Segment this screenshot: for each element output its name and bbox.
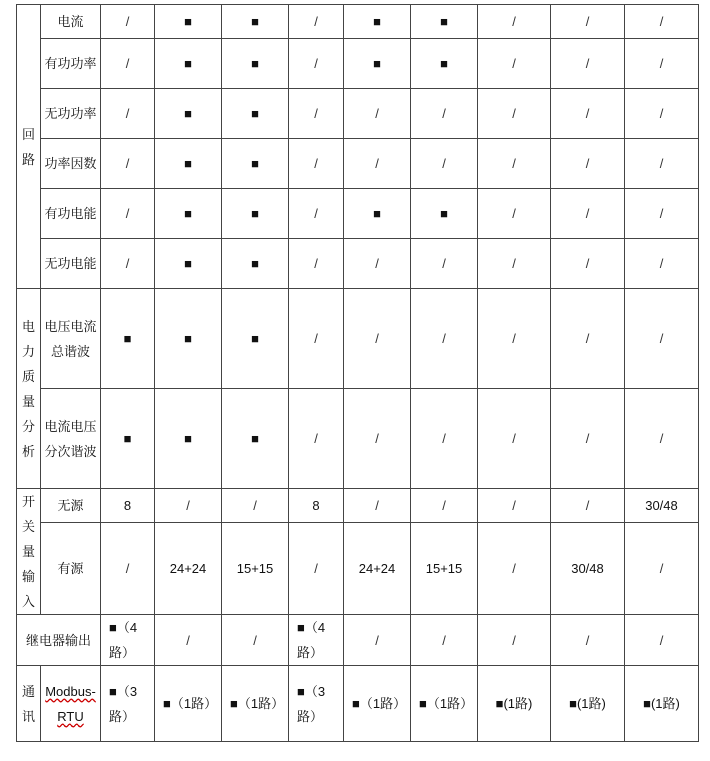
value-cell bbox=[101, 289, 155, 389]
cell-text: ■（1路） bbox=[230, 696, 285, 711]
value-cell bbox=[155, 89, 222, 139]
value-cell bbox=[344, 139, 411, 189]
value-cell bbox=[411, 89, 478, 139]
value-cell bbox=[411, 39, 478, 89]
cell-text: / bbox=[375, 431, 379, 446]
value-cell bbox=[625, 139, 699, 189]
category-power-quality bbox=[17, 289, 41, 489]
value-cell bbox=[478, 139, 551, 189]
cell-text: / bbox=[585, 256, 590, 271]
category-loop bbox=[17, 5, 41, 289]
cell-text: / bbox=[585, 156, 590, 171]
value-cell bbox=[478, 489, 551, 523]
value-cell bbox=[411, 239, 478, 289]
cell-text: ■ bbox=[251, 56, 259, 71]
value-cell bbox=[411, 139, 478, 189]
cell-text: / bbox=[125, 561, 130, 576]
value-cell bbox=[222, 5, 289, 39]
row-label bbox=[41, 523, 101, 615]
value-cell bbox=[478, 389, 551, 489]
value-cell bbox=[155, 389, 222, 489]
value-cell bbox=[289, 89, 344, 139]
value-cell bbox=[155, 189, 222, 239]
cell-text: 电压电流总谐波 bbox=[44, 318, 97, 359]
cell-text: / bbox=[512, 14, 516, 29]
cell-text: 8 bbox=[312, 498, 320, 513]
value-cell bbox=[411, 615, 478, 666]
cell-text: ■（1路） bbox=[352, 696, 407, 711]
table-row bbox=[17, 666, 699, 742]
cell-text: ■ bbox=[373, 14, 381, 29]
cell-text: / bbox=[659, 14, 664, 29]
cell-text: / bbox=[186, 632, 190, 648]
cell-text: / bbox=[442, 106, 446, 121]
cell-text: ■（3路） bbox=[109, 683, 138, 724]
row-label bbox=[41, 139, 101, 189]
table-row bbox=[17, 239, 699, 289]
value-cell bbox=[625, 89, 699, 139]
cell-text: 24+24 bbox=[358, 561, 396, 576]
table-row bbox=[17, 39, 699, 89]
value-cell bbox=[478, 239, 551, 289]
value-cell bbox=[625, 239, 699, 289]
value-cell bbox=[155, 139, 222, 189]
cell-text: / bbox=[253, 632, 257, 648]
value-cell bbox=[222, 89, 289, 139]
value-cell bbox=[625, 39, 699, 89]
value-cell bbox=[155, 289, 222, 389]
cell-text: ■ bbox=[184, 56, 192, 71]
value-cell bbox=[222, 139, 289, 189]
cell-text: / bbox=[512, 561, 516, 576]
table-row bbox=[17, 489, 699, 523]
cell-text: / bbox=[585, 331, 590, 346]
cell-text: / bbox=[314, 256, 318, 271]
value-cell bbox=[344, 289, 411, 389]
value-cell bbox=[155, 523, 222, 615]
table-row bbox=[17, 5, 699, 39]
cell-text: / bbox=[512, 632, 516, 648]
value-cell bbox=[289, 5, 344, 39]
value-cell bbox=[155, 39, 222, 89]
value-cell bbox=[222, 523, 289, 615]
value-cell bbox=[222, 489, 289, 523]
cell-text: / bbox=[585, 632, 590, 648]
cell-text: / bbox=[125, 206, 130, 221]
cell-text: / bbox=[512, 106, 516, 121]
cell-text: / bbox=[314, 331, 318, 346]
cell-text: / bbox=[442, 256, 446, 271]
value-cell bbox=[344, 5, 411, 39]
cell-text: / bbox=[659, 331, 664, 346]
value-cell bbox=[411, 289, 478, 389]
cell-text: Modbus-RTU bbox=[45, 683, 96, 724]
value-cell bbox=[625, 489, 699, 523]
value-cell bbox=[344, 89, 411, 139]
cell-text: ■ bbox=[184, 106, 192, 121]
value-cell bbox=[551, 523, 625, 615]
value-cell bbox=[551, 389, 625, 489]
value-cell bbox=[101, 139, 155, 189]
cell-text: 30/48 bbox=[645, 498, 678, 513]
value-cell bbox=[411, 523, 478, 615]
value-cell bbox=[551, 89, 625, 139]
cell-text: ■ bbox=[184, 256, 192, 271]
value-cell bbox=[411, 489, 478, 523]
cell-text: 有源 bbox=[57, 561, 84, 576]
value-cell bbox=[344, 615, 411, 666]
cell-text: / bbox=[125, 56, 130, 71]
value-cell bbox=[289, 39, 344, 89]
cell-text: ■ bbox=[123, 431, 132, 446]
cell-text: ■ bbox=[123, 331, 132, 346]
cell-text: / bbox=[314, 14, 318, 29]
cell-text: / bbox=[375, 156, 379, 171]
cell-text: 功率因数 bbox=[44, 156, 97, 171]
value-cell bbox=[222, 666, 289, 742]
value-cell bbox=[411, 189, 478, 239]
cell-text: / bbox=[442, 156, 446, 171]
cell-text: 电力质量分析 bbox=[22, 318, 36, 459]
category-switch-input bbox=[17, 489, 41, 615]
cell-text: ■（1路） bbox=[163, 696, 218, 711]
cell-text: / bbox=[125, 106, 130, 121]
cell-text: 开关量输入 bbox=[22, 494, 36, 609]
value-cell bbox=[101, 5, 155, 39]
cell-text: / bbox=[442, 331, 446, 346]
cell-text: / bbox=[125, 156, 130, 171]
cell-text: / bbox=[585, 498, 590, 513]
value-cell bbox=[344, 523, 411, 615]
value-cell bbox=[625, 389, 699, 489]
cell-text: 继电器输出 bbox=[25, 632, 91, 648]
value-cell bbox=[344, 189, 411, 239]
value-cell bbox=[222, 289, 289, 389]
cell-text: ■ bbox=[440, 206, 448, 221]
value-cell bbox=[625, 289, 699, 389]
cell-text: ■(1路) bbox=[495, 696, 533, 711]
value-cell bbox=[155, 615, 222, 666]
row-label bbox=[41, 5, 101, 39]
value-cell bbox=[551, 5, 625, 39]
cell-text: / bbox=[186, 498, 190, 513]
cell-text: 通讯 bbox=[22, 683, 36, 724]
value-cell bbox=[625, 189, 699, 239]
value-cell bbox=[411, 666, 478, 742]
value-cell bbox=[551, 239, 625, 289]
row-label bbox=[41, 289, 101, 389]
cell-text: / bbox=[442, 431, 446, 446]
cell-text: / bbox=[125, 256, 130, 271]
row-label bbox=[41, 89, 101, 139]
cell-text: / bbox=[314, 56, 318, 71]
cell-text: / bbox=[314, 561, 318, 576]
cell-text: 电流 bbox=[57, 14, 84, 29]
cell-text: / bbox=[659, 56, 664, 71]
cell-text: / bbox=[375, 498, 379, 513]
value-cell bbox=[289, 289, 344, 389]
value-cell bbox=[344, 666, 411, 742]
cell-text: / bbox=[585, 106, 590, 121]
row-label bbox=[41, 489, 101, 523]
value-cell bbox=[478, 89, 551, 139]
value-cell bbox=[344, 39, 411, 89]
value-cell bbox=[551, 289, 625, 389]
cell-text: / bbox=[585, 14, 590, 29]
cell-text: ■ bbox=[440, 56, 448, 71]
cell-text: ■ bbox=[251, 431, 259, 446]
value-cell bbox=[551, 666, 625, 742]
value-cell bbox=[625, 666, 699, 742]
cell-text: ■ bbox=[251, 14, 259, 29]
value-cell bbox=[551, 39, 625, 89]
value-cell bbox=[101, 89, 155, 139]
cell-text: / bbox=[659, 156, 664, 171]
value-cell bbox=[289, 615, 344, 666]
cell-text: / bbox=[659, 431, 664, 446]
category-comm bbox=[17, 666, 41, 742]
cell-text: 24+24 bbox=[169, 561, 207, 576]
cell-text: ■ bbox=[440, 14, 448, 29]
category-relay-output bbox=[17, 615, 101, 666]
row-label bbox=[41, 189, 101, 239]
value-cell bbox=[478, 666, 551, 742]
cell-text: / bbox=[375, 106, 379, 121]
cell-text: ■（3路） bbox=[297, 683, 326, 724]
cell-text: ■(1路) bbox=[569, 696, 606, 711]
cell-text: ■（4路） bbox=[297, 620, 326, 660]
value-cell bbox=[411, 5, 478, 39]
cell-text: ■ bbox=[251, 256, 259, 271]
cell-text: 有功功率 bbox=[44, 56, 97, 71]
value-cell bbox=[222, 615, 289, 666]
cell-text: ■ bbox=[251, 106, 259, 121]
value-cell bbox=[478, 189, 551, 239]
table-row bbox=[17, 523, 699, 615]
value-cell bbox=[289, 389, 344, 489]
value-cell bbox=[155, 239, 222, 289]
cell-text: ■ bbox=[251, 156, 259, 171]
value-cell bbox=[101, 189, 155, 239]
value-cell bbox=[551, 615, 625, 666]
cell-text: / bbox=[442, 498, 446, 513]
value-cell bbox=[625, 523, 699, 615]
value-cell bbox=[101, 239, 155, 289]
cell-text: 15+15 bbox=[236, 561, 274, 576]
cell-text: / bbox=[585, 206, 590, 221]
value-cell bbox=[101, 489, 155, 523]
value-cell bbox=[155, 5, 222, 39]
value-cell bbox=[411, 389, 478, 489]
cell-text: ■（4路） bbox=[109, 620, 138, 660]
table-row bbox=[17, 289, 699, 389]
cell-text: / bbox=[314, 431, 318, 446]
value-cell bbox=[289, 189, 344, 239]
cell-text: ■ bbox=[251, 331, 259, 346]
cell-text: ■ bbox=[373, 206, 381, 221]
cell-text: 8 bbox=[123, 498, 132, 513]
value-cell bbox=[551, 139, 625, 189]
cell-text: / bbox=[375, 632, 379, 648]
cell-text: 无源 bbox=[57, 498, 84, 513]
value-cell bbox=[222, 239, 289, 289]
table-row bbox=[17, 189, 699, 239]
table-row bbox=[17, 389, 699, 489]
cell-text: / bbox=[585, 431, 590, 446]
value-cell bbox=[344, 239, 411, 289]
value-cell bbox=[101, 523, 155, 615]
value-cell bbox=[101, 615, 155, 666]
cell-text: / bbox=[442, 632, 446, 648]
value-cell bbox=[101, 666, 155, 742]
cell-text: / bbox=[512, 156, 516, 171]
row-label bbox=[41, 239, 101, 289]
value-cell bbox=[222, 189, 289, 239]
cell-text: / bbox=[375, 256, 379, 271]
value-cell bbox=[101, 389, 155, 489]
value-cell bbox=[222, 389, 289, 489]
table-row bbox=[17, 615, 699, 666]
row-label bbox=[41, 39, 101, 89]
value-cell bbox=[344, 389, 411, 489]
cell-text: 电流电压分次谐波 bbox=[44, 418, 97, 459]
cell-text: ■ bbox=[184, 431, 192, 446]
cell-text: 有功电能 bbox=[44, 206, 97, 221]
value-cell bbox=[289, 666, 344, 742]
row-label bbox=[41, 389, 101, 489]
cell-text: ■ bbox=[251, 206, 259, 221]
cell-text: / bbox=[314, 156, 318, 171]
cell-text: / bbox=[659, 561, 664, 576]
cell-text: 回路 bbox=[22, 126, 36, 167]
cell-text: 15+15 bbox=[425, 561, 463, 576]
table-row bbox=[17, 139, 699, 189]
cell-text: ■ bbox=[184, 14, 192, 29]
cell-text: ■ bbox=[184, 331, 192, 346]
cell-text: ■（1路） bbox=[419, 696, 474, 711]
value-cell bbox=[478, 289, 551, 389]
value-cell bbox=[478, 615, 551, 666]
cell-text: / bbox=[512, 56, 516, 71]
value-cell bbox=[344, 489, 411, 523]
cell-text: / bbox=[585, 56, 590, 71]
cell-text: ■ bbox=[184, 206, 192, 221]
cell-text: 30/48 bbox=[571, 561, 604, 576]
value-cell bbox=[625, 615, 699, 666]
cell-text: / bbox=[659, 106, 664, 121]
value-cell bbox=[625, 5, 699, 39]
cell-text: 无功电能 bbox=[44, 256, 97, 271]
cell-text: / bbox=[512, 206, 516, 221]
spec-table bbox=[16, 4, 699, 742]
table-body bbox=[17, 5, 699, 742]
value-cell bbox=[222, 39, 289, 89]
cell-text: / bbox=[659, 632, 664, 648]
value-cell bbox=[155, 489, 222, 523]
cell-text: / bbox=[659, 206, 664, 221]
cell-text: / bbox=[314, 206, 318, 221]
cell-text: ■ bbox=[373, 56, 381, 71]
value-cell bbox=[478, 523, 551, 615]
value-cell bbox=[101, 39, 155, 89]
cell-text: ■ bbox=[184, 156, 192, 171]
cell-text: 无功功率 bbox=[44, 106, 97, 121]
table-row bbox=[17, 89, 699, 139]
value-cell bbox=[551, 189, 625, 239]
value-cell bbox=[289, 139, 344, 189]
cell-text: / bbox=[253, 498, 257, 513]
value-cell bbox=[289, 523, 344, 615]
cell-text: / bbox=[512, 256, 516, 271]
value-cell bbox=[289, 489, 344, 523]
cell-text: / bbox=[512, 431, 516, 446]
row-label bbox=[41, 666, 101, 742]
cell-text: / bbox=[125, 14, 130, 29]
cell-text: / bbox=[512, 331, 516, 346]
cell-text: / bbox=[659, 256, 664, 271]
cell-text: / bbox=[314, 106, 318, 121]
cell-text: / bbox=[512, 498, 516, 513]
value-cell bbox=[155, 666, 222, 742]
cell-text: ■(1路) bbox=[643, 696, 680, 711]
value-cell bbox=[478, 5, 551, 39]
value-cell bbox=[478, 39, 551, 89]
value-cell bbox=[551, 489, 625, 523]
value-cell bbox=[289, 239, 344, 289]
cell-text: / bbox=[375, 331, 379, 346]
